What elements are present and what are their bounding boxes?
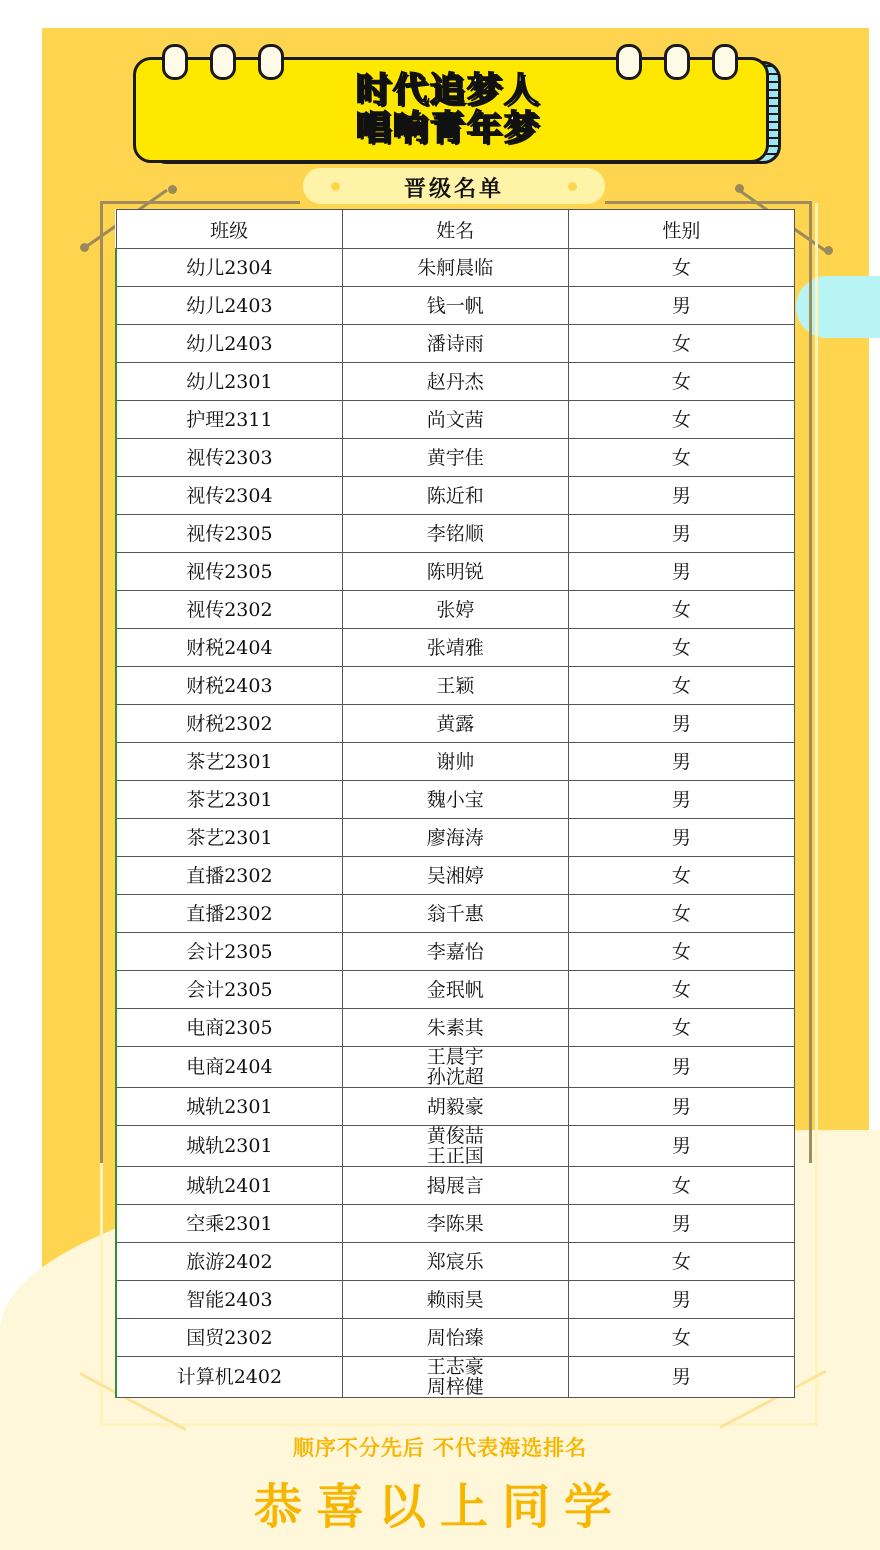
class-cell: 茶艺2301 <box>116 781 342 819</box>
class-cell: 直播2302 <box>116 857 342 895</box>
class-cell: 茶艺2301 <box>116 743 342 781</box>
gender-cell: 女 <box>568 1009 794 1047</box>
table-row <box>116 895 795 933</box>
page-title <box>133 72 763 148</box>
name-cell: 周怡臻 <box>342 1319 568 1357</box>
header-name: 姓名 <box>342 210 568 249</box>
name-cell: 张婷 <box>342 591 568 629</box>
table-row <box>116 1357 795 1398</box>
gender-cell: 女 <box>568 325 794 363</box>
table-row <box>116 401 795 439</box>
decor-dot <box>824 246 833 255</box>
name-cell: 李铭顺 <box>342 515 568 553</box>
name-cell: 赵丹杰 <box>342 363 568 401</box>
name-cell: 谢帅 <box>342 743 568 781</box>
decor-dot <box>80 243 89 252</box>
table-row <box>116 1126 795 1167</box>
class-cell: 视传2305 <box>116 553 342 591</box>
class-cell: 茶艺2301 <box>116 819 342 857</box>
class-cell: 幼儿2403 <box>116 325 342 363</box>
name-cell: 郑宸乐 <box>342 1243 568 1281</box>
name-cell: 翁千惠 <box>342 895 568 933</box>
gender-cell: 男 <box>568 553 794 591</box>
gender-cell: 男 <box>568 1357 794 1398</box>
class-cell: 幼儿2304 <box>116 249 342 287</box>
table-row <box>116 553 795 591</box>
gender-cell: 男 <box>568 1281 794 1319</box>
header-class: 班级 <box>116 210 342 249</box>
table-row <box>116 1319 795 1357</box>
name-cell: 吴湘婷 <box>342 857 568 895</box>
header-gender: 性别 <box>568 210 794 249</box>
name-cell: 李陈果 <box>342 1205 568 1243</box>
order-note: 顺序不分先后 不代表海选排名 <box>292 1436 588 1460</box>
gender-cell: 男 <box>568 515 794 553</box>
gender-cell: 女 <box>568 629 794 667</box>
gender-cell: 男 <box>568 287 794 325</box>
class-cell: 计算机2402 <box>116 1357 342 1398</box>
name-cell: 尚文茜 <box>342 401 568 439</box>
table-row <box>116 667 795 705</box>
gender-cell: 女 <box>568 1243 794 1281</box>
gender-cell: 男 <box>568 1047 794 1088</box>
class-cell: 会计2305 <box>116 933 342 971</box>
gender-cell: 女 <box>568 591 794 629</box>
class-cell: 电商2404 <box>116 1047 342 1088</box>
gender-cell: 男 <box>568 743 794 781</box>
subtitle: 晋级名单 <box>403 177 504 202</box>
frame-left-line <box>100 203 103 1163</box>
name-cell: 魏小宝 <box>342 781 568 819</box>
name-cell: 王颖 <box>342 667 568 705</box>
table-body <box>116 249 795 1398</box>
class-cell: 视传2305 <box>116 515 342 553</box>
congrats-text: 恭喜以上同学 <box>253 1479 626 1535</box>
frame-right-line <box>809 203 812 1163</box>
table-row <box>116 439 795 477</box>
frame-top-line <box>100 201 300 204</box>
table-row <box>116 591 795 629</box>
gender-cell: 女 <box>568 401 794 439</box>
name-cell: 揭展言 <box>342 1167 568 1205</box>
table-row <box>116 971 795 1009</box>
gender-cell: 女 <box>568 857 794 895</box>
class-cell: 财税2403 <box>116 667 342 705</box>
table-row <box>116 743 795 781</box>
class-cell: 直播2302 <box>116 895 342 933</box>
table-row <box>116 933 795 971</box>
class-cell: 会计2305 <box>116 971 342 1009</box>
table-row <box>116 1281 795 1319</box>
promotion-table <box>115 209 795 1398</box>
gender-cell: 男 <box>568 1088 794 1126</box>
table-header-row <box>116 210 795 249</box>
table-row <box>116 1088 795 1126</box>
gender-cell: 女 <box>568 933 794 971</box>
name-cell: 钱一帆 <box>342 287 568 325</box>
table-row <box>116 819 795 857</box>
class-cell: 城轨2401 <box>116 1167 342 1205</box>
gender-cell: 男 <box>568 819 794 857</box>
name-cell: 胡毅豪 <box>342 1088 568 1126</box>
gender-cell: 男 <box>568 477 794 515</box>
gender-cell: 女 <box>568 895 794 933</box>
table-row <box>116 477 795 515</box>
class-cell: 城轨2301 <box>116 1126 342 1167</box>
name-cell: 潘诗雨 <box>342 325 568 363</box>
decor-dot <box>168 185 177 194</box>
class-cell: 幼儿2301 <box>116 363 342 401</box>
name-cell: 黄露 <box>342 705 568 743</box>
class-cell: 电商2305 <box>116 1009 342 1047</box>
title-line-1: 时代追梦人 <box>355 71 541 111</box>
class-cell: 旅游2402 <box>116 1243 342 1281</box>
table-row <box>116 629 795 667</box>
table-row <box>116 515 795 553</box>
table-row <box>116 249 795 287</box>
table-row <box>116 363 795 401</box>
gender-cell: 女 <box>568 363 794 401</box>
class-cell: 国贸2302 <box>116 1319 342 1357</box>
gender-cell: 男 <box>568 781 794 819</box>
class-cell: 幼儿2403 <box>116 287 342 325</box>
name-cell: 黄俊喆 王正国 <box>342 1126 568 1167</box>
class-cell: 财税2302 <box>116 705 342 743</box>
class-cell: 空乘2301 <box>116 1205 342 1243</box>
frame-top-line <box>605 201 812 204</box>
table-row <box>116 781 795 819</box>
subtitle-pill <box>303 168 605 204</box>
gender-cell: 男 <box>568 1126 794 1167</box>
table-row <box>116 1047 795 1088</box>
class-cell: 视传2302 <box>116 591 342 629</box>
name-cell: 赖雨昊 <box>342 1281 568 1319</box>
name-cell: 廖海涛 <box>342 819 568 857</box>
name-cell: 张靖雅 <box>342 629 568 667</box>
name-cell: 黄宇佳 <box>342 439 568 477</box>
name-cell: 陈明锐 <box>342 553 568 591</box>
class-cell: 视传2304 <box>116 477 342 515</box>
table-row <box>116 1243 795 1281</box>
gender-cell: 女 <box>568 439 794 477</box>
name-cell: 王志豪 周梓健 <box>342 1357 568 1398</box>
table-row <box>116 857 795 895</box>
gender-cell: 男 <box>568 705 794 743</box>
class-cell: 智能2403 <box>116 1281 342 1319</box>
class-cell: 护理2311 <box>116 401 342 439</box>
gender-cell: 女 <box>568 667 794 705</box>
gender-cell: 男 <box>568 1205 794 1243</box>
gender-cell: 女 <box>568 971 794 1009</box>
gender-cell: 女 <box>568 1167 794 1205</box>
name-cell: 金珉帆 <box>342 971 568 1009</box>
decor-dot <box>735 184 744 193</box>
class-cell: 城轨2301 <box>116 1088 342 1126</box>
table-row <box>116 287 795 325</box>
name-cell: 李嘉怡 <box>342 933 568 971</box>
table-row <box>116 325 795 363</box>
table-row <box>116 1205 795 1243</box>
class-cell: 视传2303 <box>116 439 342 477</box>
name-cell: 王晨宇 孙沈超 <box>342 1047 568 1088</box>
table-row <box>116 1009 795 1047</box>
table-row <box>116 1167 795 1205</box>
class-cell: 财税2404 <box>116 629 342 667</box>
gender-cell: 女 <box>568 249 794 287</box>
name-cell: 朱舸晨临 <box>342 249 568 287</box>
title-line-2: 唱响青年梦 <box>355 109 541 149</box>
name-cell: 陈近和 <box>342 477 568 515</box>
name-cell: 朱素其 <box>342 1009 568 1047</box>
gender-cell: 女 <box>568 1319 794 1357</box>
table-row <box>116 705 795 743</box>
